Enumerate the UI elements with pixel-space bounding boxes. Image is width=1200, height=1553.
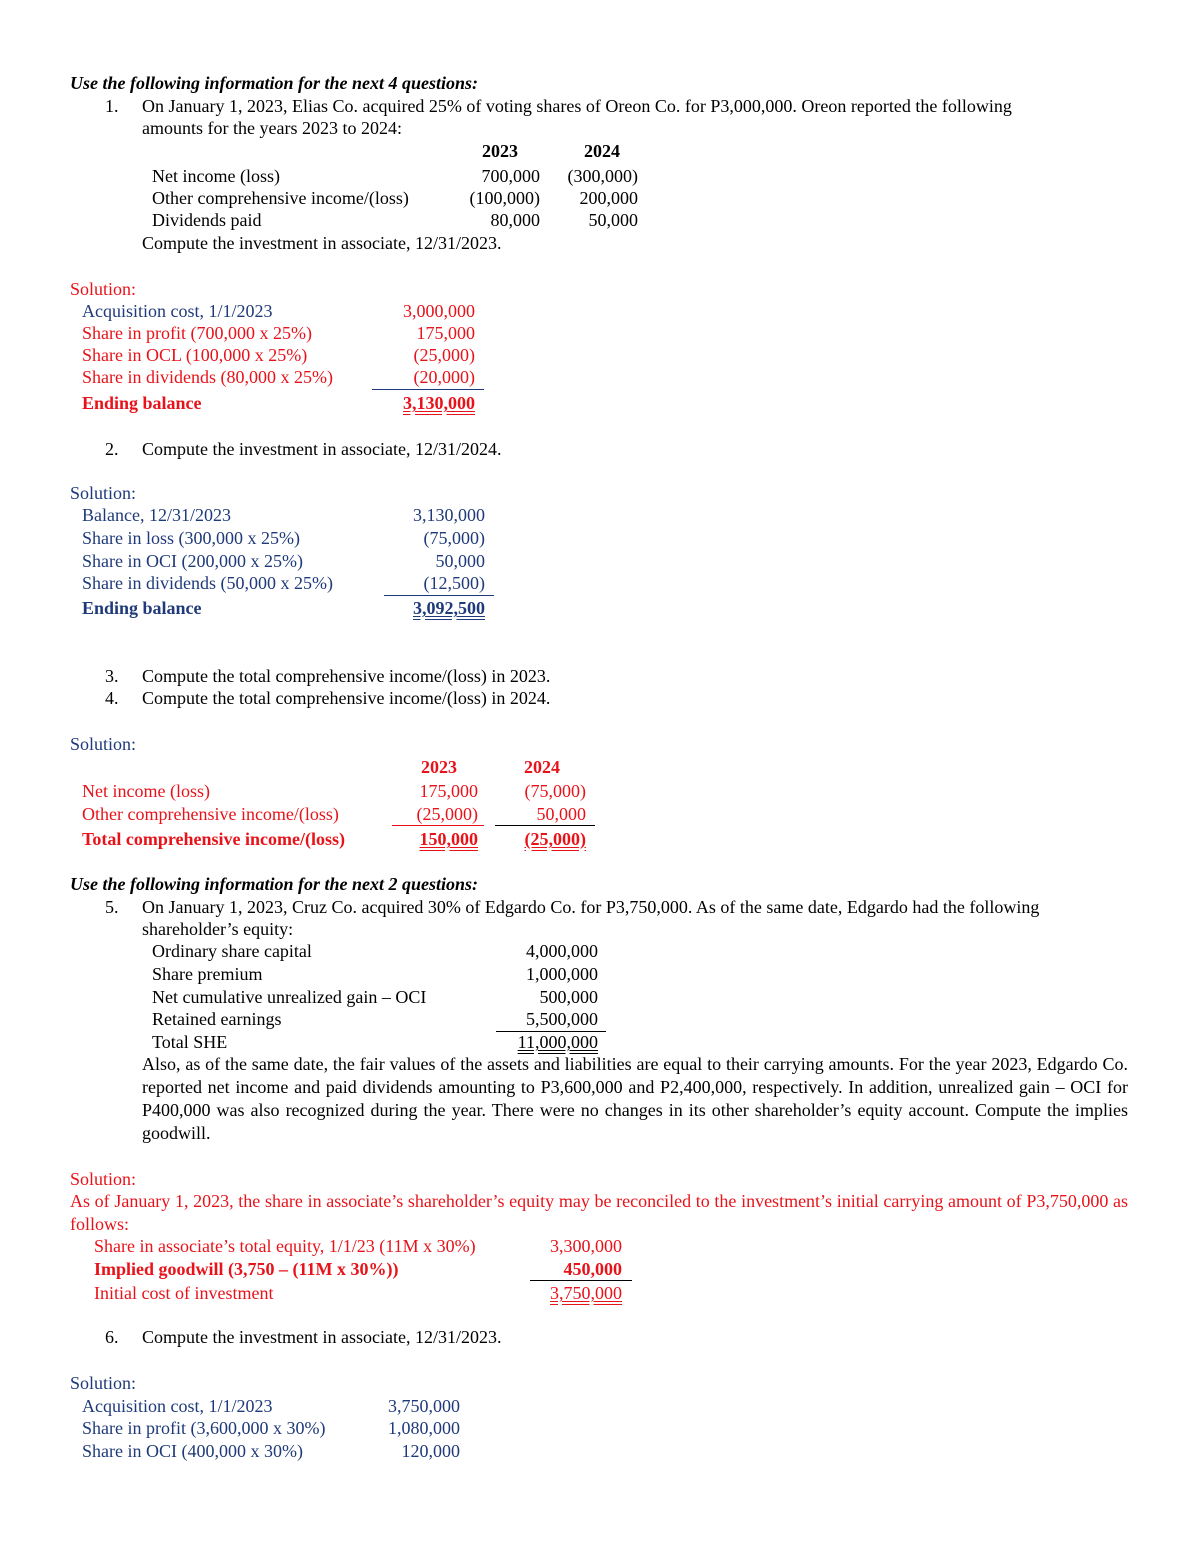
sol2-subtotal-rule [384, 595, 494, 596]
equity-row-value: 1,000,000 [526, 964, 598, 984]
q4-number: 4. [105, 688, 119, 708]
sol6-row-label: Share in OCI (400,000 x 30%) [82, 1441, 303, 1461]
sol6-row-value: 1,080,000 [388, 1418, 460, 1438]
q3-text: Compute the total comprehensive income/(loss) in 2023. [142, 666, 551, 686]
sol2-row-label: Share in OCI (200,000 x 25%) [82, 551, 303, 571]
sol34-rule-2023 [392, 825, 484, 826]
sol5-intro: As of January 1, 2023, the share in associate’s shareholder’s equity may be reconciled to the investment’s initial carrying amount of P3,750,000 as follows: [70, 1191, 1128, 1234]
sol34-header-2023: 2023 [421, 757, 457, 777]
sol2-row-value: (75,000) [423, 528, 485, 548]
sol5-row-value: 3,750,000 [550, 1283, 622, 1303]
sol1-total-label: Ending balance [82, 393, 202, 413]
sol34-total-label: Total comprehensive income/(loss) [82, 829, 345, 849]
q1-number: 1. [105, 96, 119, 116]
section2-heading: Use the following information for the next 2 questions: [70, 874, 479, 894]
sol1-row-label: Acquisition cost, 1/1/2023 [82, 301, 273, 321]
sol5-goodwill-value: 450,000 [563, 1259, 622, 1279]
sol34-cell: (75,000) [524, 781, 586, 801]
sol5-goodwill-label: Implied goodwill (3,750 – (11M x 30%)) [94, 1259, 399, 1279]
sol1-row-label: Share in profit (700,000 x 25%) [82, 323, 312, 343]
sol34-header-2024: 2024 [524, 757, 560, 777]
q2-number: 2. [105, 439, 119, 459]
sol1-row-value: 3,000,000 [403, 301, 475, 321]
sol6-row-value: 120,000 [401, 1441, 460, 1461]
solution6-label: Solution: [70, 1373, 137, 1393]
q1-table-header-2024: 2024 [584, 141, 620, 161]
solution1-label: Solution: [70, 279, 137, 299]
q4-text: Compute the total comprehensive income/(loss) in 2024. [142, 688, 551, 708]
sol34-cell: (25,000) [416, 804, 478, 824]
q1-table-row-label: Other comprehensive income/(loss) [152, 188, 409, 208]
sol1-row-label: Share in dividends (80,000 x 25%) [82, 367, 333, 387]
q2-text: Compute the investment in associate, 12/31/2024. [142, 439, 502, 459]
q5-number: 5. [105, 897, 119, 917]
q1-text-line2: amounts for the years 2023 to 2024: [142, 118, 402, 138]
sol5-row-label: Share in associate’s total equity, 1/1/23 (11M x 30%) [94, 1236, 476, 1256]
sol34-cell: 50,000 [536, 804, 586, 824]
q1-table-row-label: Dividends paid [152, 210, 262, 230]
sol1-row-label: Share in OCL (100,000 x 25%) [82, 345, 308, 365]
sol5-subtotal-rule [530, 1280, 632, 1281]
sol6-row-label: Acquisition cost, 1/1/2023 [82, 1396, 273, 1416]
sol34-cell: 175,000 [419, 781, 478, 801]
q1-table-cell: 80,000 [490, 210, 540, 230]
section1-heading: Use the following information for the next 4 questions: [70, 73, 479, 93]
sol2-row-label: Balance, 12/31/2023 [82, 505, 231, 525]
q1-table-cell: 200,000 [579, 188, 638, 208]
sol1-row-value: 175,000 [416, 323, 475, 343]
sol1-subtotal-rule [372, 389, 484, 390]
q1-table-header-2023: 2023 [482, 141, 518, 161]
equity-row-label: Ordinary share capital [152, 941, 312, 961]
q1-ask: Compute the investment in associate, 12/31/2023. [142, 233, 502, 253]
q5-text-line2: shareholder’s equity: [142, 919, 294, 939]
q6-text: Compute the investment in associate, 12/31/2023. [142, 1327, 502, 1347]
sol6-row-value: 3,750,000 [388, 1396, 460, 1416]
equity-row-value: 4,000,000 [526, 941, 598, 961]
sol34-rule-2024 [495, 825, 595, 826]
sol34-total-2024: (25,000) [524, 829, 586, 849]
sol2-total-value: 3,092,500 [413, 598, 485, 618]
equity-row-label: Retained earnings [152, 1009, 282, 1029]
q1-table-cell: 50,000 [588, 210, 638, 230]
q1-table-row-label: Net income (loss) [152, 166, 280, 186]
sol34-row-label: Net income (loss) [82, 781, 210, 801]
q6-number: 6. [105, 1327, 119, 1347]
q1-table-cell: (300,000) [567, 166, 638, 186]
sol1-total-value: 3,130,000 [403, 393, 475, 413]
q3-number: 3. [105, 666, 119, 686]
sol2-row-value: (12,500) [423, 573, 485, 593]
equity-row-value: 5,500,000 [526, 1009, 598, 1029]
sol5-row-value: 3,300,000 [550, 1236, 622, 1256]
sol34-total-2023: 150,000 [419, 829, 478, 849]
sol2-row-label: Share in dividends (50,000 x 25%) [82, 573, 333, 593]
sol34-row-label: Other comprehensive income/(loss) [82, 804, 339, 824]
equity-row-label: Net cumulative unrealized gain – OCI [152, 987, 427, 1007]
q1-text-line1: On January 1, 2023, Elias Co. acquired 25% of voting shares of Oreon Co. for P3,000,000. Oreon reported the following [142, 96, 1012, 116]
q1-table-cell: 700,000 [481, 166, 540, 186]
q5-text-line1: On January 1, 2023, Cruz Co. acquired 30% of Edgardo Co. for P3,750,000. As of the same date, Edgardo had the following [142, 897, 1040, 917]
solution34-label: Solution: [70, 734, 137, 754]
equity-row-label: Share premium [152, 964, 263, 984]
equity-total-label: Total SHE [152, 1032, 228, 1052]
sol2-row-value: 3,130,000 [413, 505, 485, 525]
solution2-label: Solution: [70, 483, 137, 503]
sol2-row-label: Share in loss (300,000 x 25%) [82, 528, 300, 548]
sol1-row-value: (25,000) [413, 345, 475, 365]
sol6-row-label: Share in profit (3,600,000 x 30%) [82, 1418, 326, 1438]
equity-row-value: 500,000 [539, 987, 598, 1007]
sol2-row-value: 50,000 [435, 551, 485, 571]
q5-paragraph: Also, as of the same date, the fair values of the assets and liabilities are equal to their carrying amounts. For the year 2023, Edgardo Co. reported net income and paid dividends amounting to P3,600,000 and P2,400,000, respectively. In addition, unrealized gain – OCI for P400,000 was also recognized during the year. There were no changes in its other shareholder’s equity account. Compute the implies goodwill. [142, 1054, 1128, 1143]
equity-total-value: 11,000,000 [517, 1032, 598, 1052]
sol5-row-label: Initial cost of investment [94, 1283, 274, 1303]
solution5-label: Solution: [70, 1169, 137, 1189]
sol1-row-value: (20,000) [413, 367, 475, 387]
q1-table-cell: (100,000) [469, 188, 540, 208]
sol2-total-label: Ending balance [82, 598, 202, 618]
